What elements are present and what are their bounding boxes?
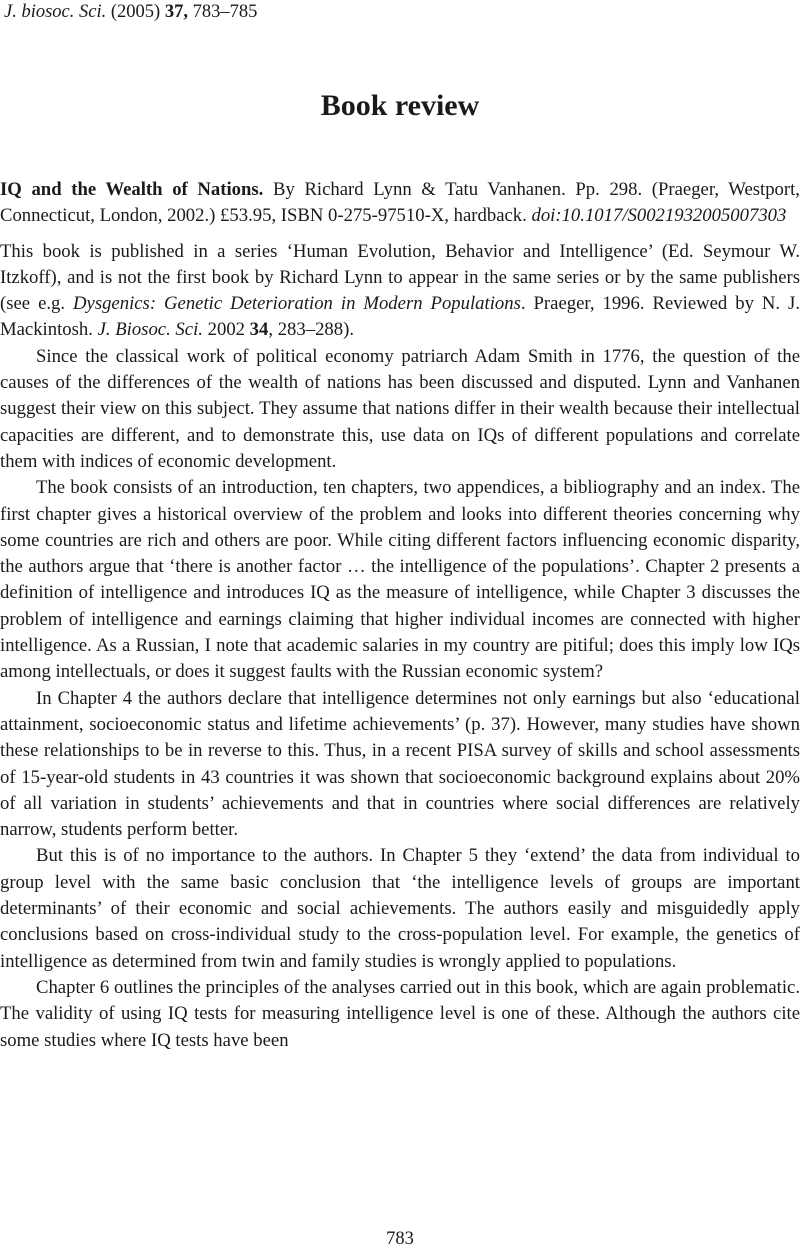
journal-year: (2005) xyxy=(110,2,161,22)
intro-text-b: . Praeger, 1996. Reviewed by N. J. Mackintosh. xyxy=(0,293,800,341)
journal-pages: 783–785 xyxy=(192,2,258,22)
journal-name: J. biosoc. Sci. xyxy=(4,2,107,22)
intro-text-a: This book is published in a series ‘Human Evolution, Behavior and Intelligence’ (Ed. Seymour W. Itzkoff), and is not the first book by Richard Lynn to appear in the same series or by the same publishers (see e.g. xyxy=(0,240,800,315)
paragraph: Chapter 6 outlines the principles of the analyses carried out in this book, which are again problematic. The validity of using IQ tests for measuring intelligence level is one of these. Although the authors cite some studies where IQ tests have been xyxy=(0,976,800,1051)
article-body xyxy=(0,177,800,1054)
page-number: 783 xyxy=(386,1229,414,1249)
running-head xyxy=(4,0,257,24)
book-citation xyxy=(0,177,800,230)
paragraph: Since the classical work of political economy patriarch Adam Smith in 1776, the question of the causes of the differences of the wealth of nations has been discussed and disputed. Lynn and Vanhanen suggest their view on this subject. They assume that nations differ in their wealth because their intellectual capacities are different, and to demonstrate this, use data on IQs of different populations and correlate them with indices of economic development. xyxy=(0,345,800,472)
paragraph: But this is of no importance to the authors. In Chapter 5 they ‘extend’ the data from individual to group level with the same basic conclusion that ‘the intelligence levels of groups are important determinants’ of their economic and social achievements. The authors easily and misguidedly apply conclusions based on cross-individual study to the cross-population level. For example, the genetics of intelligence as determined from twin and family studies is wrongly applied to populations. xyxy=(0,845,800,972)
reference-book-title: Dysgenics: Genetic Deterioration in Modern Populations xyxy=(73,293,521,315)
doi-link[interactable]: doi:10.1017/S0021932005007303 xyxy=(531,205,787,227)
book-title: IQ and the Wealth of Nations. xyxy=(0,179,264,200)
reference-journal: J. Biosoc. Sci. xyxy=(97,319,203,341)
paragraph: In Chapter 4 the authors declare that intelligence determines not only earnings but also ‘educational attainment, socioeconomic status and lifetime achievements’ (p. 37). However, many studies have shown these relationships to be in reverse to this. Thus, in a recent PISA survey of skills and school assessments of 15-year-old students in 43 countries it was shown that socioeconomic background explains about 20% of all variation in students’ achievements and that in countries where social differences are relatively narrow, students perform better. xyxy=(0,687,800,841)
reference-volume: 34 xyxy=(249,319,269,341)
paragraph-intro xyxy=(0,239,800,344)
reference-pages: , 283–288). xyxy=(268,319,355,341)
reference-year: 2002 xyxy=(202,319,250,341)
paragraph: The book consists of an introduction, ten chapters, two appendices, a bibliography and an index. The first chapter gives a historical overview of the problem and looks into different theories concerning why some countries are rich and others are poor. While citing different factors influencing economic disparity, the authors argue that ‘there is another factor … the intelligence of the populations’. Chapter 2 presents a definition of intelligence and introduces IQ as the measure of intelligence, while Chapter 3 discusses the problem of intelligence and earnings claiming that higher individual incomes are connected with higher intelligence. As a Russian, I note that academic salaries in my country are pitiful; does this imply low IQs among intellectuals, or does it suggest faults with the Russian economic system? xyxy=(0,477,800,683)
section-title: Book review xyxy=(320,89,480,122)
book-details: By Richard Lynn & Tatu Vanhanen. Pp. 298. (Praeger, Westport, Connecticut, London, 2002.) £53.95, ISBN 0-275-97510-X, hardback. xyxy=(0,179,800,227)
journal-volume: 37, xyxy=(164,2,188,22)
